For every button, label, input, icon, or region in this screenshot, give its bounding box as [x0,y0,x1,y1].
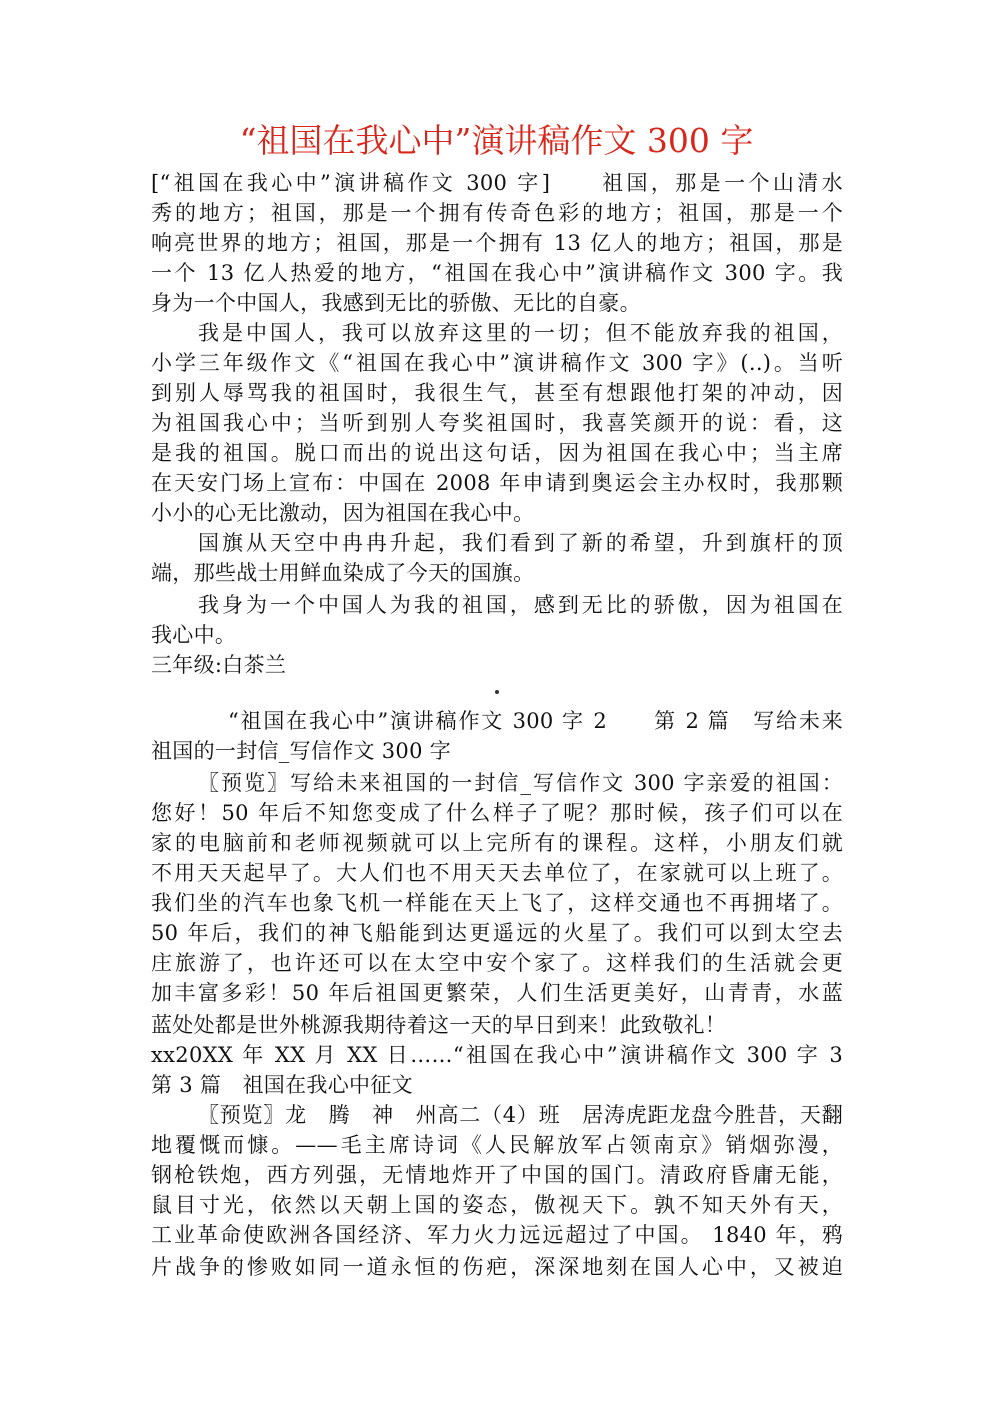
document-title: “祖国在我心中”演讲稿作文 300 字 [239,121,754,160]
text-line: 家的电脑前和老师视频就可以上完所有的课程。这样，小朋友们就 [151,831,843,855]
text-line: 第 3 篇 祖国在我心中征文 [151,1073,413,1097]
text-line: 钢枪铁炮，西方列强，无情地炸开了中国的国门。清政府昏庸无能， [151,1163,843,1187]
text-line: 祖国的一封信_写信作文 300 字 [151,739,452,763]
text-line: 我心中。 [151,623,237,647]
text-line: 小小的心无比激动，因为祖国在我心中。 [151,501,535,525]
text-line: 小学三年级作文《“祖国在我心中”演讲稿作文 300 字》(..)。当听 [151,351,843,375]
text-line: 我身为一个中国人为我的祖国，感到无比的骄傲，因为祖国在 [198,593,843,617]
text-line: 在天安门场上宣布：中国在 2008 年申请到奥运会主办权时，我那颗 [151,471,843,495]
text-line: 地覆慨而慷。——毛主席诗词《人民解放军占领南京》销烟弥漫， [151,1133,843,1157]
text-line: 工业革命使欧洲各国经济、军力火力远远超过了中国。 1840 年，鸦 [151,1223,843,1247]
text-line: 为祖国我心中；当听到别人夸奖祖国时，我喜笑颜开的说：看，这 [151,411,843,435]
signature-line: 三年级:白茶兰 [151,653,287,677]
text-line: 秀的地方；祖国，那是一个拥有传奇色彩的地方；祖国，那是一个 [151,201,843,225]
text-line: 〖预览〗龙 腾 神 州高二（4）班 居涛虎距龙盘今胜昔，天翻 [198,1103,843,1127]
text-line: 我们坐的汽车也象飞机一样能在天上飞了，这样交通也不再拥堵了。 [151,891,843,915]
text-line: 到别人辱骂我的祖国时，我很生气，甚至有想跟他打架的冲动，因 [151,381,843,405]
separator-dot [495,690,499,694]
text-line: 片战争的惨败如同一道永恒的伤疤，深深地刻在国人心中，又被迫 [151,1255,843,1279]
text-line: 一个 13 亿人热爱的地方，“祖国在我心中”演讲稿作文 300 字。我 [151,261,843,285]
text-line: 国旗从天空中冉冉升起，我们看到了新的希望，升到旗杆的顶 [198,531,843,555]
text-line: 您好！50 年后不知您变成了什么样子了呢？那时候，孩子们可以在 [151,801,843,825]
text-line: 加丰富多彩！50 年后祖国更繁荣，人们生活更美好，山青青，水蓝 [151,981,843,1005]
text-line: 是我的祖国。脱口而出的说出这句话，因为祖国在我心中；当主席 [151,441,843,465]
text-line: “祖国在我心中”演讲稿作文 300 字 2 第 2 篇 写给未来 [228,709,843,733]
text-line: 鼠目寸光，依然以天朝上国的姿态，傲视天下。孰不知天外有天， [151,1193,843,1217]
text-line: 端，那些战士用鲜血染成了今天的国旗。 [151,561,535,585]
text-line: 〖预览〗写给未来祖国的一封信_写信作文 300 字亲爱的祖国： [198,771,843,795]
text-line: 庄旅游了，也许还可以在太空中安个家了。这样我们的生活就会更 [151,951,843,975]
text-line: [“祖国在我心中”演讲稿作文 300 字] 祖国，那是一个山清水 [151,171,843,195]
text-line: 身为一个中国人，我感到无比的骄傲、无比的自豪。 [151,291,641,315]
text-line: 不用天天起早了。大人们也不用天天去单位了，在家就可以上班了。 [151,861,843,885]
text-line: 50 年后，我们的神飞船能到达更遥远的火星了。我们可以到太空去 [151,921,843,945]
text-line: 响亮世界的地方；祖国，那是一个拥有 13 亿人的地方；祖国，那是 [151,231,843,255]
text-line: 蓝处处都是世外桃源我期待着这一天的早日到来！此致敬礼！ [151,1013,727,1037]
text-line: 我是中国人，我可以放弃这里的一切；但不能放弃我的祖国， [198,321,843,345]
text-line: xx20XX 年 XX 月 XX 日……“祖国在我心中”演讲稿作文 300 字 3 [151,1043,843,1067]
